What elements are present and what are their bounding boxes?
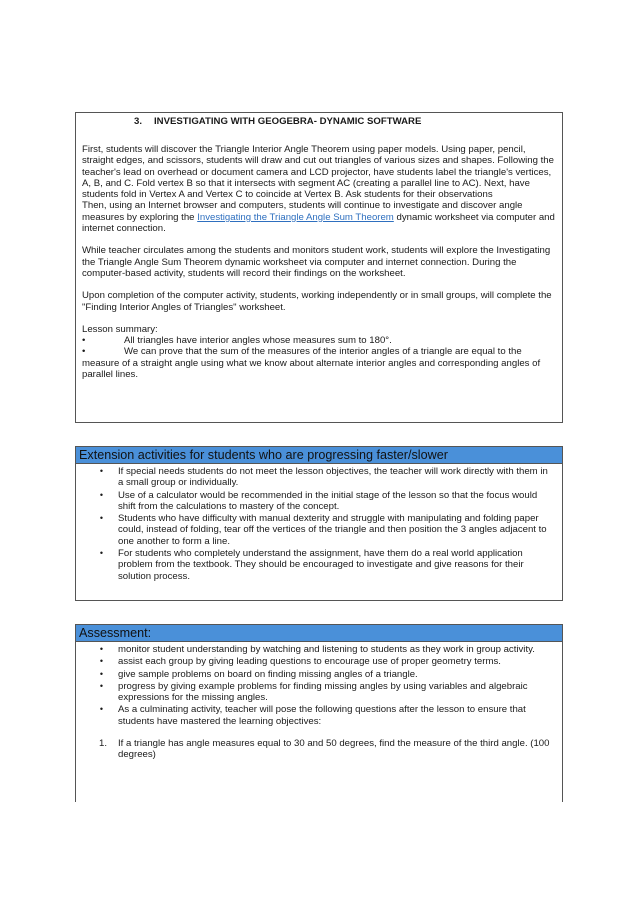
question-item xyxy=(76,738,562,761)
bullet-icon: • xyxy=(99,704,103,715)
extension-header: Extension activities for students who are progressing faster/slower xyxy=(76,447,562,464)
paragraph-internet-exploration: Then, using an Internet browser and computers, students will continue to investigate and discover angle measures by exploring the Investigating the Triangle Angle Sum Theorem dynamic worksheet via computer and internet connection. xyxy=(82,200,555,235)
lesson-summary-label: Lesson summary: xyxy=(82,323,158,335)
section-extension-activities xyxy=(75,446,563,601)
list-item: • For students who completely understand the assignment, have them do a real world application problem from the textbook. They should be encouraged to investigate and give reasons for their solution process. xyxy=(76,548,562,582)
extension-list xyxy=(76,466,562,582)
assessment-header: Assessment: xyxy=(76,625,562,642)
list-item: • monitor student understanding by watching and listening to students as they work in group activity. xyxy=(76,644,562,655)
list-item: • Use of a calculator would be recommended in the initial stage of the lesson so that the focus would shift from the calculations to mastery of the concept. xyxy=(76,490,562,513)
paragraph-teacher-circulates: While teacher circulates among the students and monitors student work, students will explore the Investigating the Triangle Angle Sum Theorem dynamic worksheet via computer and internet connection. During the computer-based activity, students will record their findings on the worksheet. xyxy=(82,245,551,279)
list-item: • assist each group by giving leading questions to encourage use of proper geometry terms. xyxy=(76,656,562,667)
question-number: 1. xyxy=(98,738,107,750)
list-item: • If special needs students do not meet the lesson objectives, the teacher will work directly with them in a small group or individually. xyxy=(76,466,562,489)
section-title-text: INVESTIGATING WITH GEOGEBRA- DYNAMIC SOFTWARE xyxy=(154,116,422,127)
bullet-icon: • xyxy=(99,680,103,691)
summary-item-continuation: measure of a straight angle using what we know about alternate interior angles and corresponding angles of parallel lines. xyxy=(82,357,541,381)
assessment-list xyxy=(76,644,562,727)
list-item: • progress by giving example problems for finding missing angles by using variables and algebraic expressions for the missing angles. xyxy=(76,681,562,704)
bullet-icon: • xyxy=(82,346,86,358)
summary-item: • All triangles have interior angles whose measures sum to 180°. xyxy=(82,335,392,347)
bullet-icon: • xyxy=(99,489,103,500)
bullet-icon: • xyxy=(99,548,103,559)
question-text: If a triangle has angle measures equal to 30 and 50 degrees, find the measure of the third angle. (100 degrees) xyxy=(118,738,550,761)
section-title xyxy=(76,113,562,130)
bullet-icon: • xyxy=(99,466,103,476)
summary-item: • We can prove that the sum of the measures of the interior angles of a triangle are equal to the xyxy=(82,346,522,358)
section-number: 3. xyxy=(134,116,143,127)
bullet-icon: • xyxy=(99,668,103,679)
list-item: • As a culminating activity, teacher will pose the following questions after the lesson to ensure that students have mastered the learning objectives: xyxy=(76,704,562,727)
section-investigating-geogebra xyxy=(75,112,563,423)
lesson-summary xyxy=(82,324,556,380)
list-item: • Students who have difficulty with manual dexterity and struggle with manipulating and folding paper could, instead of folding, tear off the vertices of the triangle and then position the 3 angles adjacent to one another to form a line. xyxy=(76,513,562,547)
bullet-icon: • xyxy=(99,656,103,667)
bullet-icon: • xyxy=(99,513,103,524)
section-assessment xyxy=(75,624,563,802)
bullet-icon: • xyxy=(82,335,86,347)
worksheet-link[interactable]: Investigating the Triangle Angle Sum Theorem xyxy=(197,211,394,223)
paragraph-paper-models: First, students will discover the Triangle Interior Angle Theorem using paper models. Using paper, pencil, straight edges, and scissors, students will draw and cut out triangles of various sizes and shapes. Following the teacher's lead on overhead or document camera and LCD projector, have students label the triangle's vertices, A, B, and C. Fold vertex B so that it intersects with segment AC (creating a parallel line to AC). Next, have students fold in Vertex A and Vertex C to coincide at Vertex B. Ask students for their observations xyxy=(82,144,554,201)
bullet-icon: • xyxy=(99,644,103,654)
assessment-questions xyxy=(76,738,562,761)
paragraph-completion: Upon completion of the computer activity, students, working independently or in small groups, will complete the "Finding Interior Angles of Triangles" worksheet. xyxy=(82,290,552,313)
list-item: • give sample problems on board on finding missing angles of a triangle. xyxy=(76,669,562,680)
